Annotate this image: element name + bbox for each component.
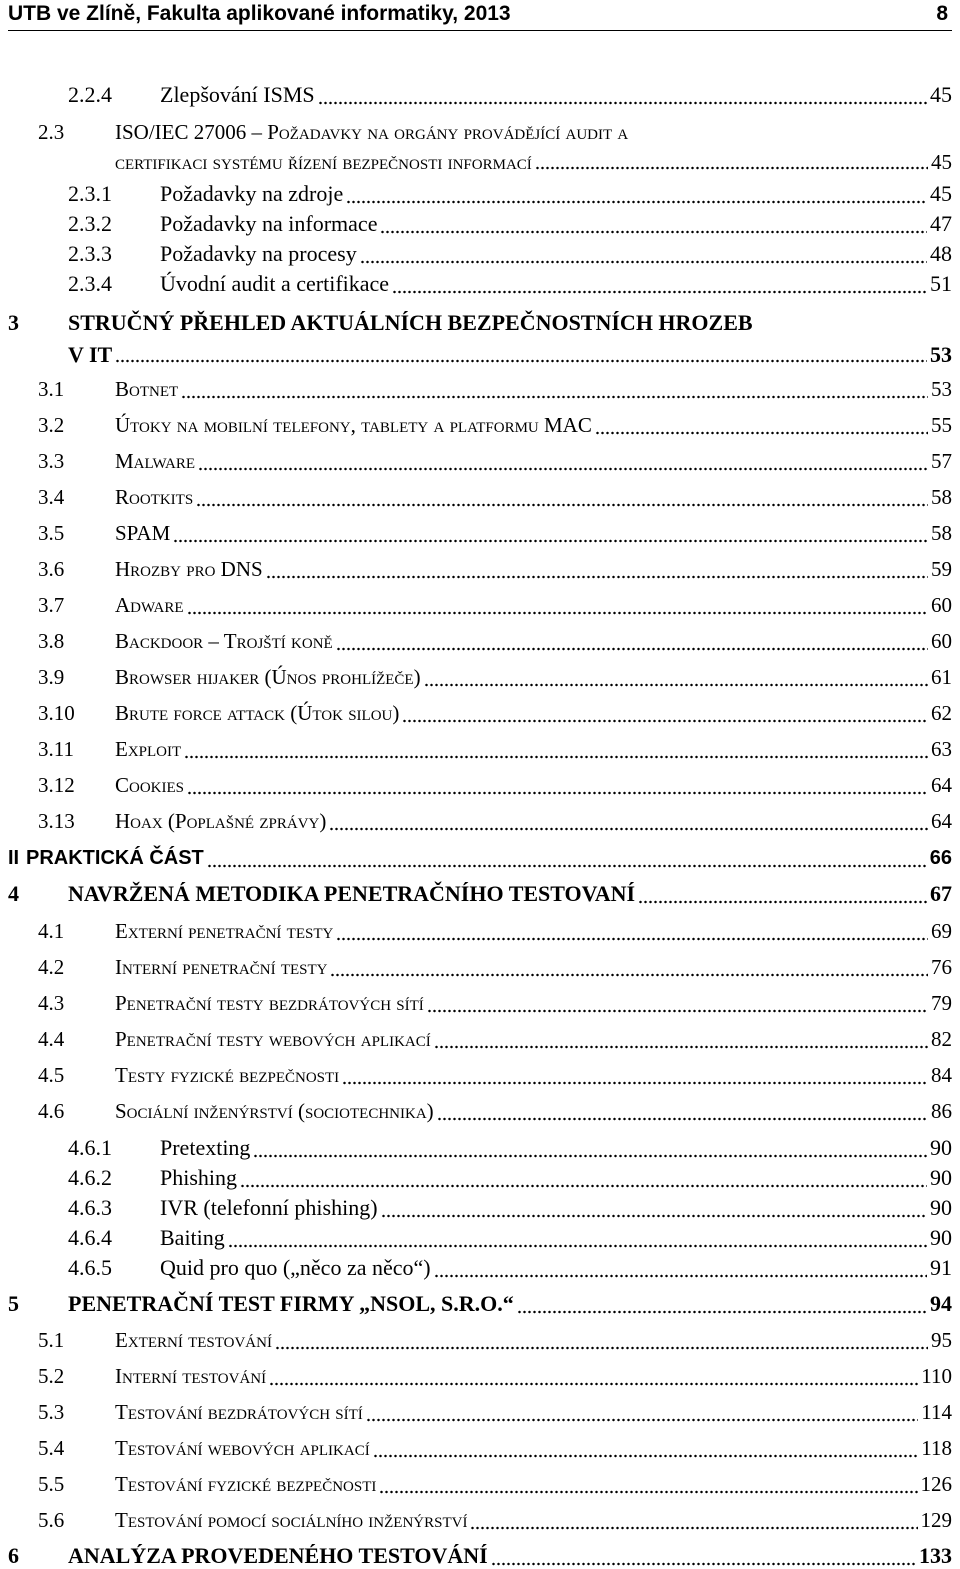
toc-entry-number: 4	[8, 881, 19, 906]
toc-entry-number: 3.1	[38, 377, 65, 401]
toc-entry-page-number: 67	[930, 881, 952, 906]
toc-entry-title-continuation: certifikaci systému řízení bezpečnosti informací	[115, 150, 532, 174]
toc-entry-page-number: 62	[931, 701, 952, 725]
toc-dot-leader	[360, 241, 927, 267]
toc-dot-leader	[491, 1543, 916, 1569]
toc-entry-number: 4.6.4	[68, 1225, 112, 1250]
toc-entry-number: 3.11	[38, 737, 74, 761]
toc-dot-leader	[366, 1399, 918, 1425]
toc-entry-number: 2.3.2	[68, 211, 112, 236]
toc-dot-leader	[381, 1195, 927, 1221]
toc-entry-title: Malware	[115, 449, 196, 473]
toc-entry-page-number: 55	[931, 413, 952, 437]
toc-dot-leader	[437, 1098, 928, 1124]
toc-dot-leader	[253, 1135, 927, 1161]
toc-entry-title: Testování pomocí sociálního inženýrství	[115, 1508, 468, 1532]
toc-dot-leader	[266, 556, 928, 582]
toc-dot-leader	[115, 340, 927, 366]
toc-entry-number: 3.5	[38, 521, 65, 545]
toc-entry-number: 4.6.5	[68, 1255, 112, 1280]
header-title: UTB ve Zlíně, Fakulta aplikované informatiky, 2013	[8, 2, 511, 25]
toc-entry-number: 3.6	[38, 557, 65, 581]
toc-entry-page-number: 64	[931, 773, 952, 797]
toc-entry-title: ISO/IEC 27006 – Požadavky na orgány provádějící audit a	[115, 120, 629, 144]
toc-entry-page-number: 95	[931, 1328, 952, 1352]
toc-entry-number: 3.9	[38, 665, 65, 689]
toc-entry-title: Požadavky na procesy	[160, 241, 357, 266]
toc-entry-number: 5.5	[38, 1472, 65, 1496]
toc-entry-number: 5.1	[38, 1328, 65, 1352]
toc-entry-title: Penetrační testy bezdrátových sítí	[115, 991, 424, 1015]
toc-entry-title: NAVRŽENÁ METODIKA PENETRAČNÍHO TESTOVANÍ	[68, 881, 636, 906]
toc-entry-title: Útoky na mobilní telefony, tablety a platformu MAC	[115, 413, 592, 437]
toc-entry-page-number: 61	[931, 665, 952, 689]
toc-dot-leader	[595, 412, 928, 438]
toc-entry-number: 2.3.3	[68, 241, 112, 266]
toc-entry-page-number: 45	[931, 150, 952, 174]
toc-entry-title: Testování webových aplikací	[115, 1436, 370, 1460]
toc-dot-leader	[330, 954, 928, 980]
toc-entry-title: Testy fyzické bezpečnosti	[115, 1063, 340, 1087]
toc-entry-number: 4.6.3	[68, 1195, 112, 1220]
toc-entry-page-number: 57	[931, 449, 952, 473]
toc-entry-number: 3.2	[38, 413, 65, 437]
toc-entry-number: 3	[8, 310, 19, 335]
toc-entry-page-number: 129	[920, 1508, 952, 1532]
header-page-number: 8	[936, 2, 948, 25]
toc-entry-number: 4.5	[38, 1063, 65, 1087]
toc-entry-page-number: 86	[931, 1099, 952, 1123]
toc-entry-page-number: 53	[931, 377, 952, 401]
toc-entry-title: Baiting	[160, 1225, 225, 1250]
toc-entry-page-number: 126	[920, 1472, 952, 1496]
toc-dot-leader	[275, 1327, 928, 1353]
toc-entry-title: PENETRAČNÍ TEST FIRMY „NSOL, S.R.O.“	[68, 1291, 514, 1316]
toc-entry-number: 4.6.2	[68, 1165, 112, 1190]
toc-entry-number: 3.8	[38, 629, 65, 653]
toc-entry-title: STRUČNÝ PŘEHLED AKTUÁLNÍCH BEZPEČNOSTNÍCH HROZEB	[68, 310, 753, 335]
toc-entry-title: Externí testování	[115, 1328, 272, 1352]
toc-entry-page-number: 48	[930, 241, 952, 266]
toc-entry-page-number: 79	[931, 991, 952, 1015]
toc-entry-page-number: 63	[931, 737, 952, 761]
toc-entry-page-number: 90	[930, 1225, 952, 1250]
toc-entry-number: 4.6.1	[68, 1135, 112, 1160]
toc-entry-page-number: 47	[930, 211, 952, 236]
toc-entry-title: Testování fyzické bezpečnosti	[115, 1472, 377, 1496]
running-header	[8, 2, 952, 26]
toc-dot-leader	[434, 1255, 927, 1281]
toc-entry-page-number: 90	[930, 1195, 952, 1220]
toc-dot-leader	[240, 1165, 927, 1191]
toc-entry-title: Exploit	[115, 737, 182, 761]
toc-entry-title: Pretexting	[160, 1135, 251, 1160]
toc-entry-title: Backdoor – Trojští koně	[115, 629, 333, 653]
toc-dot-leader	[187, 592, 929, 618]
toc-entry-title: Botnet	[115, 377, 179, 401]
toc-entry-number: 3.3	[38, 449, 65, 473]
toc-entry-title: Quid pro quo („něco za něco“)	[160, 1255, 431, 1280]
toc-dot-leader	[342, 1062, 928, 1088]
toc-dot-leader	[184, 736, 928, 762]
toc-dot-leader	[424, 664, 928, 690]
toc-dot-leader	[329, 808, 928, 834]
toc-entry-number: 3.12	[38, 773, 75, 797]
toc-entry-title: Adware	[115, 593, 184, 617]
toc-entry-page-number: 133	[919, 1543, 952, 1568]
toc-entry-page-number: 90	[930, 1135, 952, 1160]
toc-entry-title: SPAM	[115, 521, 171, 545]
toc-entry-number: 5.4	[38, 1436, 65, 1460]
toc-entry-title: Hrozby pro DNS	[115, 557, 263, 581]
toc-entry-page-number: 84	[931, 1063, 952, 1087]
toc-entry-page-number: 69	[931, 919, 952, 943]
toc-entry-page-number: 60	[931, 593, 952, 617]
toc-dot-leader	[380, 211, 927, 237]
toc-entry-number: 5.3	[38, 1400, 65, 1424]
toc-entry-number: 2.3.1	[68, 181, 112, 206]
toc-entry-number: 2.3	[38, 120, 65, 144]
toc-dot-leader	[638, 881, 927, 907]
toc-entry-title: Zlepšování ISMS	[160, 82, 315, 107]
toc-dot-leader	[207, 845, 927, 871]
toc-entry-title: Penetrační testy webových aplikací	[115, 1027, 431, 1051]
toc-entry-number: 3.4	[38, 485, 65, 509]
toc-entry-title: Požadavky na zdroje	[160, 181, 344, 206]
toc-entry-title: Hoax (Poplašné zprávy)	[115, 809, 327, 833]
toc-entry-title: Požadavky na informace	[160, 211, 378, 236]
toc-entry-number: 2.2.4	[68, 82, 112, 107]
toc-entry-number: 6	[8, 1543, 19, 1568]
toc-dot-leader	[228, 1225, 927, 1251]
toc-entry-number: 5	[8, 1291, 19, 1316]
toc-entry-title: ANALÝZA PROVEDENÉHO TESTOVÁNÍ	[68, 1543, 488, 1568]
toc-dot-leader	[269, 1363, 918, 1389]
toc-dot-leader	[373, 1435, 919, 1461]
toc-entry-title: Testování bezdrátových sítí	[115, 1400, 363, 1424]
toc-entry-page-number: 110	[921, 1364, 952, 1388]
toc-dot-leader	[427, 990, 928, 1016]
toc-dot-leader	[181, 376, 928, 402]
toc-entry-page-number: 91	[930, 1255, 952, 1280]
toc-entry-page-number: 60	[931, 629, 952, 653]
toc-dot-leader	[336, 628, 928, 654]
toc-entry-title: Phishing	[160, 1165, 238, 1190]
toc-dot-leader	[470, 1507, 917, 1533]
toc-entry-number: 4.4	[38, 1027, 65, 1051]
toc-entry-page-number: 58	[931, 521, 952, 545]
toc-entry-page-number: 114	[921, 1400, 952, 1424]
toc-entry-number: 4.6	[38, 1099, 65, 1123]
toc-entry-number: 2.3.4	[68, 271, 112, 296]
toc-entry-page-number: 64	[931, 809, 952, 833]
toc-entry-page-number: 51	[930, 271, 952, 296]
toc-dot-leader	[535, 147, 928, 173]
toc-dot-leader	[198, 448, 928, 474]
toc-entry-page-number: 58	[931, 485, 952, 509]
toc-entry-title-continuation: V IT	[68, 342, 113, 367]
toc-dot-leader	[187, 772, 928, 798]
toc-dot-leader	[379, 1471, 917, 1497]
toc-entry-title: Externí penetrační testy	[115, 919, 334, 943]
toc-entry-page-number: 59	[931, 557, 952, 581]
toc-entry-title: Cookies	[115, 773, 185, 797]
toc-dot-leader	[196, 484, 928, 510]
toc-entry-page-number: 45	[930, 181, 952, 206]
toc-entry-number: 3.13	[38, 809, 75, 833]
toc-dot-leader	[336, 918, 928, 944]
toc-entry-number: 4.1	[38, 919, 65, 943]
toc-dot-leader	[434, 1026, 928, 1052]
toc-entry-page-number: 94	[930, 1291, 952, 1316]
toc-entry-number: 5.2	[38, 1364, 65, 1388]
toc-entry-title: Interní testování	[115, 1364, 267, 1388]
toc-entry-number: 4.2	[38, 955, 65, 979]
toc-entry-number: 3.10	[38, 701, 75, 725]
toc-entry-number: 5.6	[38, 1508, 65, 1532]
toc-entry-page-number: 45	[930, 82, 952, 107]
toc-entry-page-number: 118	[921, 1436, 952, 1460]
toc-entry-number: 4.3	[38, 991, 65, 1015]
toc-dot-leader	[173, 520, 928, 546]
toc-dot-leader	[318, 82, 927, 108]
toc-dot-leader	[346, 181, 927, 207]
toc-entry-title: Úvodní audit a certifikace	[160, 271, 390, 296]
header-rule	[8, 30, 952, 31]
toc-dot-leader	[392, 271, 927, 297]
toc-entry-title: PRAKTICKÁ ČÁST	[26, 847, 204, 869]
toc-entry-page-number: 53	[930, 342, 952, 367]
toc-entry-title: Sociální inženýrství (sociotechnika)	[115, 1099, 434, 1123]
toc-dot-leader	[517, 1291, 927, 1317]
toc-entry-page-number: 82	[931, 1027, 952, 1051]
toc-entry-number: 3.7	[38, 593, 65, 617]
toc-dot-leader	[402, 700, 928, 726]
toc-entry-title: Interní penetrační testy	[115, 955, 328, 979]
toc-entry-title: Browser hijaker (Únos prohlížeče)	[115, 665, 421, 689]
toc-entry-title: IVR (telefonní phishing)	[160, 1195, 378, 1220]
toc-entry-page-number: 90	[930, 1165, 952, 1190]
toc-entry-title: Brute force attack (Útok silou)	[115, 701, 400, 725]
toc-entry-page-number: 76	[931, 955, 952, 979]
toc-entry-page-number: 66	[929, 847, 952, 869]
toc-entry-number: II	[8, 847, 20, 869]
toc-entry-title: Rootkits	[115, 485, 194, 509]
